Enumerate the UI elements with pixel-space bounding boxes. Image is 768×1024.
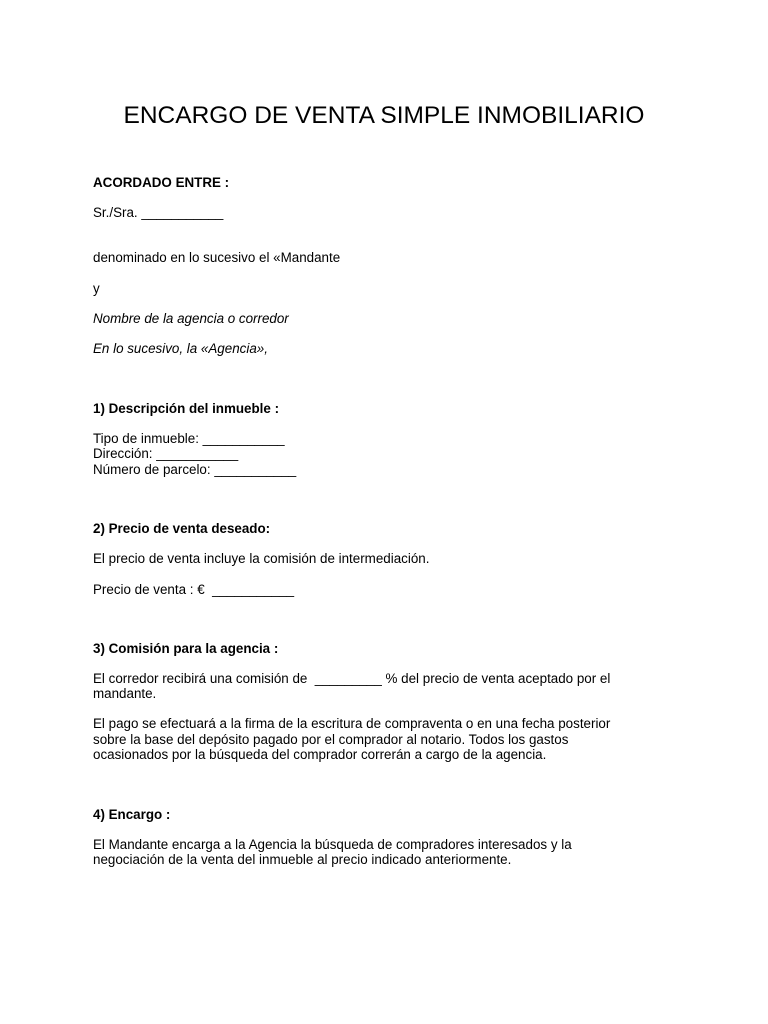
- tipo-inmueble-field: Tipo de inmueble: ___________: [93, 431, 285, 446]
- section-1-heading: 1) Descripción del inmueble :: [93, 401, 280, 416]
- mandante-text: denominado en lo sucesivo el «Mandante: [93, 250, 341, 265]
- pago-text-line-2: sobre la base del depósito pagado por el comprador al notario. Todos los gastos: [93, 732, 569, 747]
- sr-sra-field: Sr./Sra. ___________: [93, 205, 224, 220]
- agencia-sucesivo: En lo sucesivo, la «Agencia»,: [93, 341, 268, 356]
- section-4-heading: 4) Encargo :: [93, 807, 171, 822]
- comision-text-line-1: El corredor recibirá una comisión de _________ % del precio de venta aceptado por el: [93, 671, 611, 686]
- direccion-field: Dirección: ___________: [93, 446, 239, 461]
- agencia-nombre: Nombre de la agencia o corredor: [93, 311, 289, 326]
- conjunction-y: y: [93, 281, 100, 296]
- pago-text-line-3: ocasionados por la búsqueda del comprador correrán a cargo de la agencia.: [93, 747, 547, 762]
- section-3-heading: 3) Comisión para la agencia :: [93, 641, 279, 656]
- document-title: ENCARGO DE VENTA SIMPLE INMOBILIARIO: [123, 102, 645, 129]
- precio-incluye-text: El precio de venta incluye la comisión de intermediación.: [93, 551, 430, 566]
- comision-text-line-2: mandante.: [93, 686, 157, 701]
- precio-venta-field: Precio de venta : € ___________: [93, 582, 295, 597]
- section-2-heading: 2) Precio de venta deseado:: [93, 521, 271, 536]
- encargo-text-line-1: El Mandante encarga a la Agencia la búsqueda de compradores interesados y la: [93, 837, 572, 852]
- numero-parcelo-field: Número de parcelo: ___________: [93, 462, 297, 477]
- encargo-text-line-2: negociación de la venta del inmueble al precio indicado anteriormente.: [93, 852, 512, 867]
- pago-text-line-1: El pago se efectuará a la firma de la escritura de compraventa o en una fecha posterior: [93, 716, 611, 731]
- acordado-entre-heading: ACORDADO ENTRE :: [93, 175, 230, 190]
